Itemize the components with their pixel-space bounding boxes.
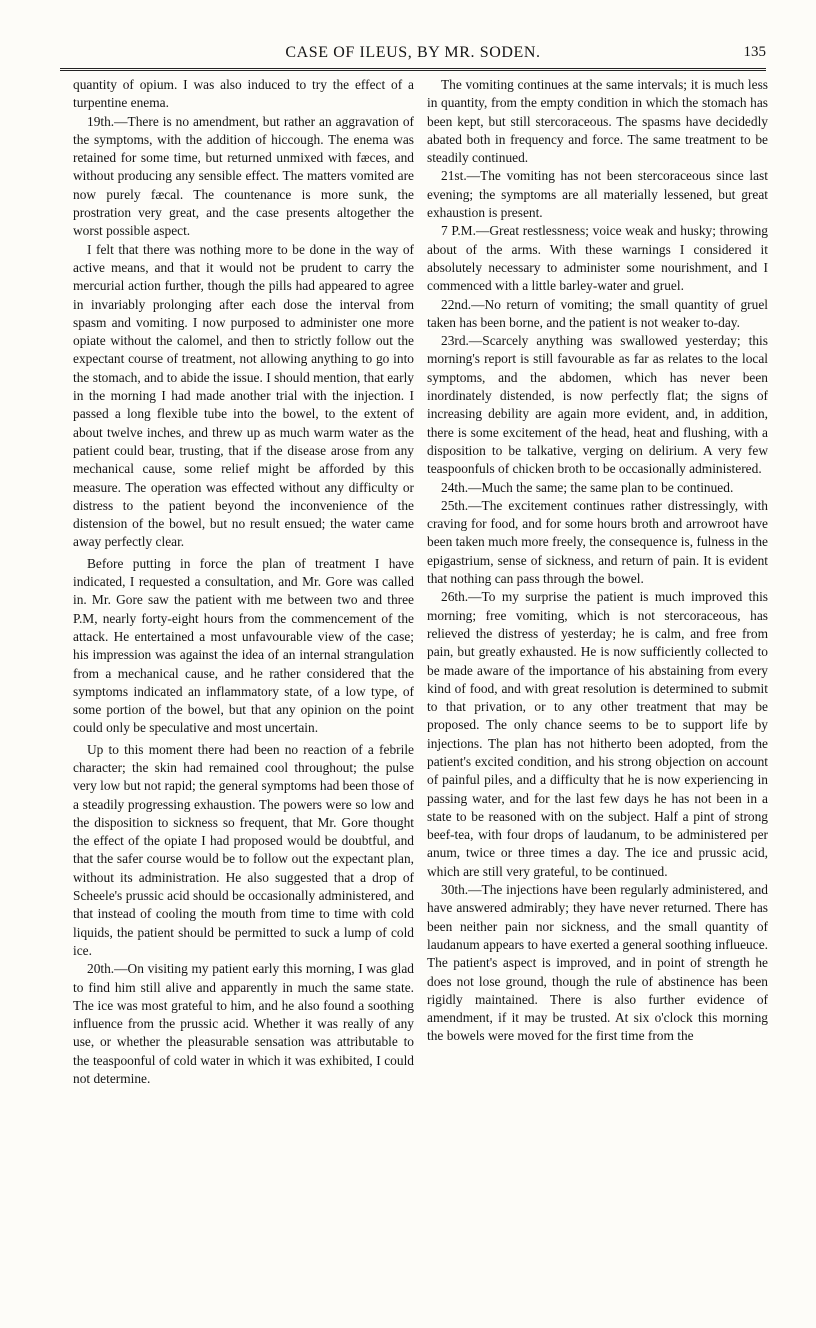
- paragraph: 25th.—The excitement continues rather distressingly, with craving for food, and for some hours broth and arrowroot have been taken much more freely, the consequence is, fulness in the epigastrium, sense of sickness, and return of pain. It is evident that nothing can pass through the bowel.: [427, 497, 768, 587]
- left-column: [73, 76, 414, 1088]
- right-column: [427, 76, 768, 1046]
- paragraph: 30th.—The injections have been regularly administered, and have answered admirably; they have never returned. There has been neither pain nor sickness, and the small quantity of laudanum appears to have exerted a general soothing influeuce. The patient's aspect is improved, and in point of strength he does not lose ground, though the rule of abstinence has been rigidly maintained. There is also further evidence of amendment, if it may be trusted. At six o'clock this morning the bowels were moved for the first time from the: [427, 882, 768, 1044]
- paragraph: 19th.—There is no amendment, but rather an aggravation of the symptoms, with the addition of hiccough. The enema was retained for some time, but returned unmixed with fæces, and without producing any sensible effect. The matters vomited are now purely fæcal. The countenance is more sunk, the prostration very great, and the case presents altogether the worst possible aspect.: [73, 113, 414, 239]
- paragraph: 20th.—On visiting my patient early this morning, I was glad to find him still alive and apparently in much the same state. The ice was most grateful to him, and he also found a soothing influence from the prussic acid. Whether it was really of any use, or whether the pleasurable sensation was attributable to the teaspoonful of cold water in which it was exhibited, I could not determine.: [73, 961, 414, 1087]
- paragraph: 26th.—To my surprise the patient is much improved this morning; free vomiting, which is not stercoraceous, has relieved the distress of yesterday; he is calm, and free from pain, but greatly exhausted. He is now sufficiently collected to be made aware of the importance of his abstaining from every kind of food, and with great resolution is determined to submit to that privation, or to any other treatment that may be proposed. The only chance seems to be to support life by injections. The plan has not hitherto been adopted, from the patient's excited condition, and his strong objection on account of painful piles, and a difficulty that he is now experiencing in passing water, and for the last few days he has not been in a state to be reasoned with on the subject. Half a pint of strong beef-tea, with four drops of laudanum, to be administered per anum, twice or three times a day. The ice and prussic acid, which are still very grateful, to be continued.: [427, 589, 768, 879]
- paragraph: Before putting in force the plan of treatment I have indicated, I requested a consultation, and Mr. Gore was called in. Mr. Gore saw the patient with me between two and three P.M, nearly forty-eight hours from the commencement of the attack. He entertained a most unfavourable view of the case; his impression was against the idea of an internal strangulation from a mechanical cause, and he rather considered that the symptoms indicated an inflammatory state, of a low type, of some portion of the bowel, but that any opinion on the point could only be speculative and most uncertain.: [73, 555, 414, 736]
- paragraph: 23rd.—Scarcely anything was swallowed yesterday; this morning's report is still favourable as far as relates to the local symptoms, and the abdomen, which has never been inordinately distended, is now perfectly flat; the signs of increasing debility are again more evident, and, in addition, there is some excitement of the head, heat and flushing, with a disposition to be talkative, verging on delirium. A very few teaspoonfuls of chicken broth to be occasionally administered.: [427, 333, 768, 477]
- paragraph: quantity of opium. I was also induced to try the effect of a turpentine enema.: [73, 77, 414, 111]
- page-number: 135: [743, 44, 766, 60]
- paragraph: 7 P.M.—Great restlessness; voice weak and husky; throwing about of the arms. With these warnings I considered it absolutely necessary to administer some nourishment, and I commenced with a little barley-water and gruel.: [427, 223, 768, 294]
- running-title: CASE OF ILEUS, BY MR. SODEN.: [285, 44, 541, 61]
- paragraph: 22nd.—No return of vomiting; the small quantity of gruel taken has been borne, and the patient is not weaker to-day.: [427, 296, 768, 330]
- paragraph: The vomiting continues at the same intervals; it is much less in quantity, from the empty condition in which the stomach has been kept, but still stercoraceous. The spasms have decidedly abated both in frequency and force. The same treatment to be steadily continued.: [427, 77, 768, 166]
- paragraph: 24th.—Much the same; the same plan to be continued.: [441, 479, 734, 495]
- header-rule: [60, 68, 766, 71]
- paragraph: 21st.—The vomiting has not been stercoraceous since last evening; the symptoms are all materially lessened, but great exhaustion is present.: [427, 168, 768, 221]
- paragraph: I felt that there was nothing more to be done in the way of active means, and that it would not be prudent to carry the mercurial action further, though the pills had appeared to agree in invariably prolonging after each dose the interval from spasm and vomiting. I now purposed to administer one more opiate without the calomel, and then to strictly follow out the expectant course of treatment, not allowing anything to go into the stomach, and to abide the issue. I should mention, that early in the morning I had made another trial with the injection. I passed a long flexible tube into the bowel, to the extent of about twelve inches, and threw up as much warm water as the patient could bear, trusting, that if the disease arose from any mechanical cause, some relief might be afforded by this measure. The operation was effected without any difficulty or distress to the patient beyond the inconvenience of the distension of the bowel, but no result ensued; the water came away perfectly clear.: [73, 241, 414, 550]
- page-header: [60, 44, 766, 68]
- paragraph: Up to this moment there had been no reaction of a febrile character; the skin had remained cool throughout; the pulse very low but not rapid; the general symptoms had been those of a steadily progressing exhaustion. The powers were so low and the disposition to sickness so frequent, that Mr. Gore thought the effect of the opiate I had proposed would be doubtful, and that the safer course would be to follow out the expectant plan, without its administration. He also suggested that a drop of Scheele's prussic acid should be occasionally administered, and that instead of cooling the mouth from time to time with cold liquids, the patient should be permitted to suck a lump of cold ice.: [73, 741, 415, 958]
